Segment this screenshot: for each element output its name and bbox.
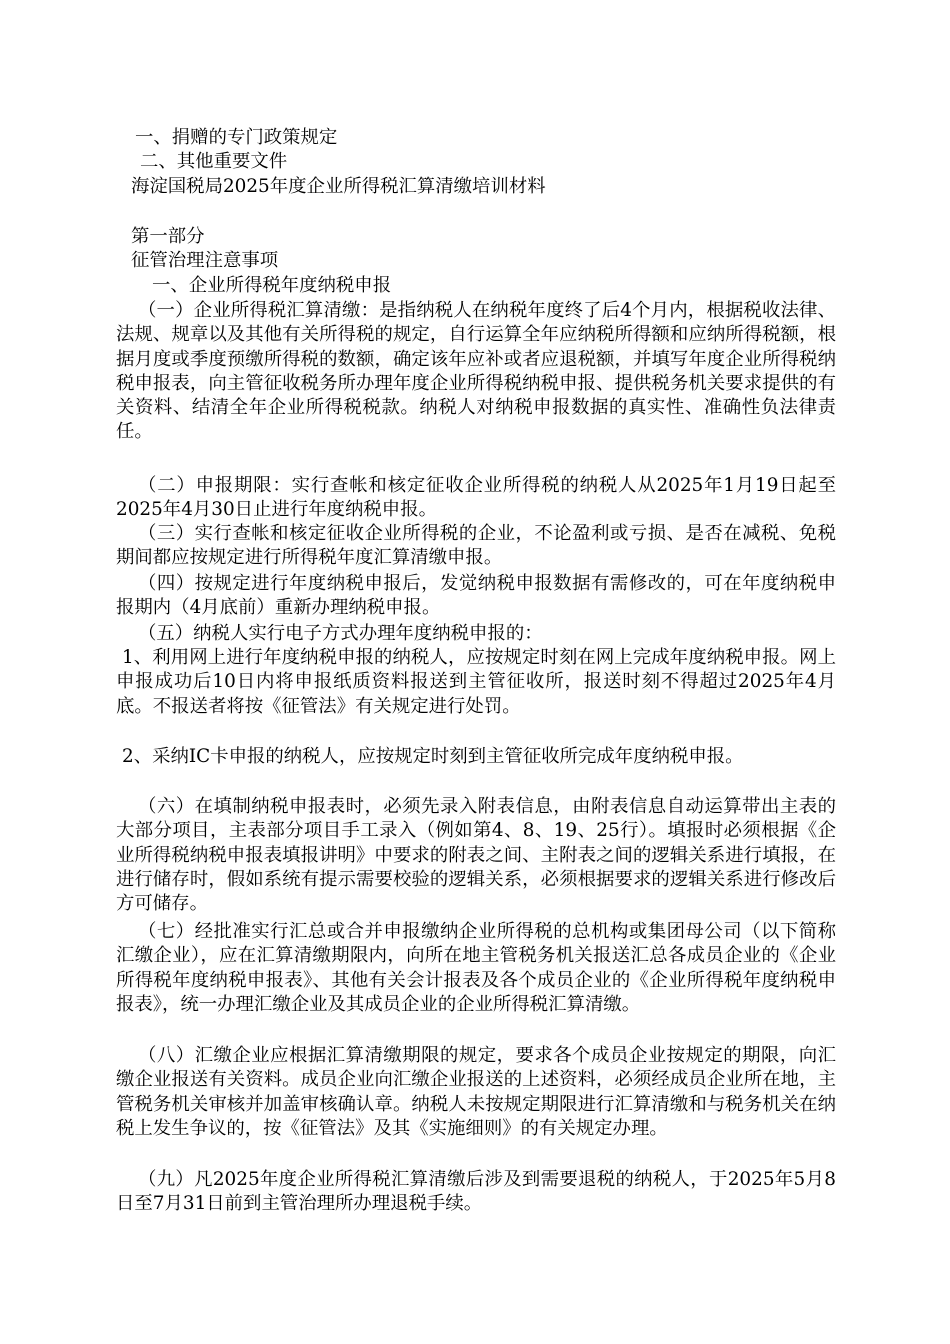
paragraph-1: （一）企业所得税汇算清缴：是指纳税人在纳税年度终了后4个月内，根据税收法律、法规、规章以及其他有关所得税的规定，自行运算全年应纳税所得额和应纳所得税额，根据月度或季度预缴所得税的数额，确定该年应补或者应退税额，并填写年度企业所得税纳税申报表，向主管征收税务所办理年度企业所得税纳税申报、提供税务机关要求提供的有关资料、结清全年企业所得税税款。纳税人对纳税申报数据的真实性、准确性负法律责任。 <box>116 300 836 443</box>
heading-other-documents: 二、其他重要文件 <box>140 151 288 172</box>
paragraph-3: （三）实行查帐和核定征收企业所得税的企业，不论盈利或亏损、是否在减税、免税期间都应按规定进行所得税年度汇算清缴申报。 <box>116 523 836 569</box>
paragraph-7: 2、采纳IC卡申报的纳税人，应按规定时刻到主管征收所完成年度纳税申报。 <box>122 746 744 767</box>
heading-donation-policy: 一、捐赠的专门政策规定 <box>135 127 338 148</box>
paragraph-6: 1、利用网上进行年度纳税申报的纳税人，应按规定时刻在网上完成年度纳税申报。网上申报成功后10日内将申报纸质资料报送到主管征收所，报送时刻不得超过2025年4月底。不报送者将按《征管法》有关规定进行处罚。 <box>116 647 836 717</box>
heading-part-one: 第一部分 <box>131 226 205 247</box>
paragraph-4: （四）按规定进行年度纳税申报后，发觉纳税申报数据有需修改的，可在年度纳税申报期内（4月底前）重新办理纳税申报。 <box>116 573 836 619</box>
paragraph-2: （二）申报期限：实行查帐和核定征收企业所得税的纳税人从2025年1月19日起至2025年4月30日止进行年度纳税申报。 <box>116 475 836 521</box>
paragraph-11: （九）凡2025年度企业所得税汇算清缴后涉及到需要退税的纳税人，于2025年5月8日至7月31日前到主管治理所办理退税手续。 <box>116 1169 836 1215</box>
heading-section-title: 征管治理注意事项 <box>131 250 279 271</box>
paragraph-8: （六）在填制纳税申报表时，必须先录入附表信息，由附表信息自动运算带出主表的大部分项目，主表部分项目手工录入（例如第4、8、19、25行）。填报时必须根据《企业所得税纳税申报表填报讲明》中要求的附表之间、主附表之间的逻辑关系进行填报，在进行储存时，假如系统有提示需要校验的逻辑关系，必须根据要求的逻辑关系进行修改后方可储存。 <box>116 796 836 915</box>
heading-training-material: 海淀国税局2025年度企业所得税汇算清缴培训材料 <box>131 176 546 197</box>
paragraph-9: （七）经批准实行汇总或合并申报缴纳企业所得税的总机构或集团母公司（以下简称汇缴企业），应在汇算清缴期限内，向所在地主管税务机关报送汇总各成员企业的《企业所得税年度纳税申报表》、其他有关会计报表及各个成员企业的《企业所得税年度纳税申报表》，统一办理汇缴企业及其成员企业的企业所得税汇算清缴。 <box>116 921 836 1015</box>
heading-subsection-title: 一、企业所得税年度纳税申报 <box>152 275 392 296</box>
paragraph-5: （五）纳税人实行电子方式办理年度纳税申报的： <box>138 623 543 644</box>
paragraph-10: （八）汇缴企业应根据汇算清缴期限的规定，要求各个成员企业按规定的期限，向汇缴企业报送有关资料。成员企业向汇缴企业报送的上述资料，必须经成员企业所在地，主管税务机关审核并加盖审核确认章。纳税人未按规定期限进行汇算清缴和与税务机关在纳税上发生争议的，按《征管法》及其《实施细则》的有关规定办理。 <box>116 1045 836 1139</box>
